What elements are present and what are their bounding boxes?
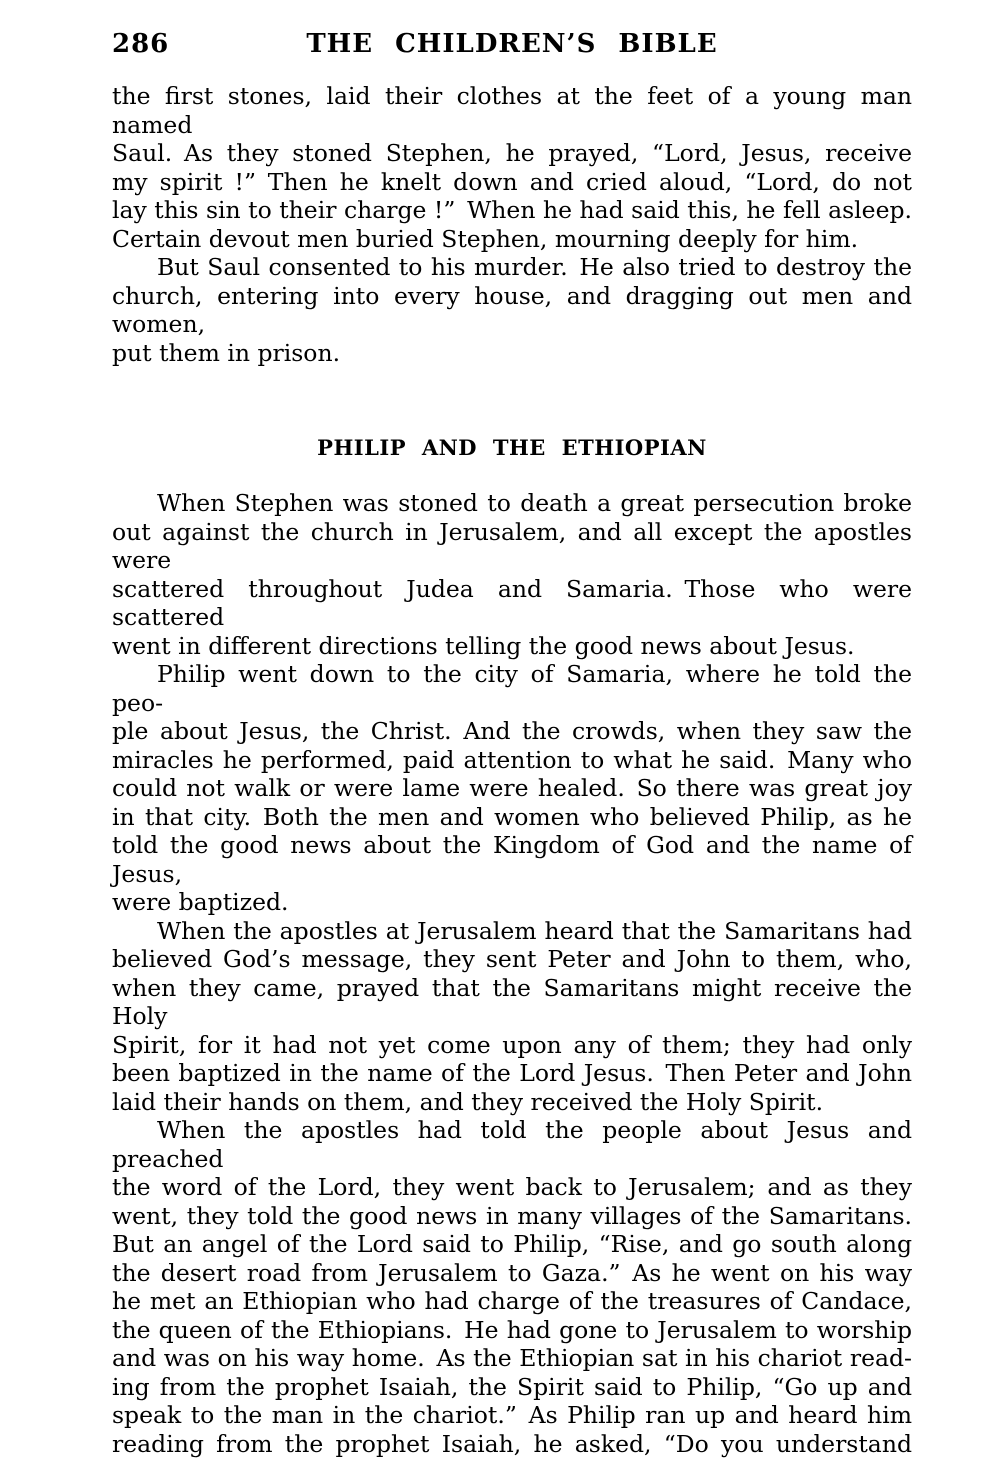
running-title: THE CHILDREN’S BIBLE bbox=[112, 29, 912, 59]
text-line: miracles he performed, paid attention to what he said. Many who bbox=[112, 746, 912, 775]
text-line: reading from the prophet Isaiah, he asked, “Do you understand bbox=[112, 1430, 912, 1458]
text-line: my spirit !” Then he knelt down and cried aloud, “Lord, do not bbox=[112, 168, 912, 197]
text-line: Philip went down to the city of Samaria, where he told the peo- bbox=[112, 660, 912, 717]
text-line: in that city. Both the men and women who believed Philip, as he bbox=[112, 803, 912, 832]
text-line: Certain devout men buried Stephen, mourning deeply for him. bbox=[112, 225, 912, 254]
text-line: church, entering into every house, and dragging out men and women, bbox=[112, 282, 912, 339]
text-line: laid their hands on them, and they received the Holy Spirit. bbox=[112, 1088, 912, 1117]
text-line: could not walk or were lame were healed. So there was great joy bbox=[112, 774, 912, 803]
text-line: he met an Ethiopian who had charge of the treasures of Candace, bbox=[112, 1287, 912, 1316]
text-line: When the apostles had told the people about Jesus and preached bbox=[112, 1116, 912, 1173]
text-line: lay this sin to their charge !” When he had said this, he fell asleep. bbox=[112, 196, 912, 225]
text-line: been baptized in the name of the Lord Jesus. Then Peter and John bbox=[112, 1059, 912, 1088]
text-line: the desert road from Jerusalem to Gaza.” As he went on his way bbox=[112, 1259, 912, 1288]
text-line: ing from the prophet Isaiah, the Spirit said to Philip, “Go up and bbox=[112, 1373, 912, 1402]
body-paragraph bbox=[112, 253, 912, 367]
text-line: But Saul consented to his murder. He also tried to destroy the bbox=[112, 253, 912, 282]
text-line: went, they told the good news in many villages of the Samaritans. bbox=[112, 1202, 912, 1231]
body-paragraph bbox=[112, 1116, 912, 1458]
text-line: speak to the man in the chariot.” As Philip ran up and heard him bbox=[112, 1401, 912, 1430]
text-line: the queen of the Ethiopians. He had gone to Jerusalem to worship bbox=[112, 1316, 912, 1345]
text-line: ple about Jesus, the Christ. And the crowds, when they saw the bbox=[112, 717, 912, 746]
text-line: were baptized. bbox=[112, 888, 912, 917]
text-line: the word of the Lord, they went back to Jerusalem; and as they bbox=[112, 1173, 912, 1202]
body-text bbox=[112, 82, 912, 1458]
text-line: put them in prison. bbox=[112, 339, 912, 368]
text-line: when they came, prayed that the Samaritans might receive the Holy bbox=[112, 974, 912, 1031]
text-line: believed God’s message, they sent Peter and John to them, who, bbox=[112, 945, 912, 974]
page-number: 286 bbox=[112, 29, 169, 59]
body-paragraph bbox=[112, 917, 912, 1117]
text-line: out against the church in Jerusalem, and all except the apostles were bbox=[112, 518, 912, 575]
text-line: But an angel of the Lord said to Philip, “Rise, and go south along bbox=[112, 1230, 912, 1259]
text-line: Spirit, for it had not yet come upon any of them; they had only bbox=[112, 1031, 912, 1060]
page-header bbox=[112, 29, 912, 61]
section-heading: PHILIP AND THE ETHIOPIAN bbox=[112, 434, 912, 462]
body-paragraph bbox=[112, 489, 912, 660]
body-paragraph bbox=[112, 82, 912, 253]
text-line: scattered throughout Judea and Samaria. Those who were scattered bbox=[112, 575, 912, 632]
body-paragraph bbox=[112, 660, 912, 917]
text-line: told the good news about the Kingdom of God and the name of Jesus, bbox=[112, 831, 912, 888]
text-line: the first stones, laid their clothes at the feet of a young man named bbox=[112, 82, 912, 139]
text-line: and was on his way home. As the Ethiopian sat in his chariot read- bbox=[112, 1344, 912, 1373]
text-line: Saul. As they stoned Stephen, he prayed, “Lord, Jesus, receive bbox=[112, 139, 912, 168]
text-line: When Stephen was stoned to death a great persecution broke bbox=[112, 489, 912, 518]
text-line: went in different directions telling the good news about Jesus. bbox=[112, 632, 912, 661]
text-line: When the apostles at Jerusalem heard that the Samaritans had bbox=[112, 917, 912, 946]
